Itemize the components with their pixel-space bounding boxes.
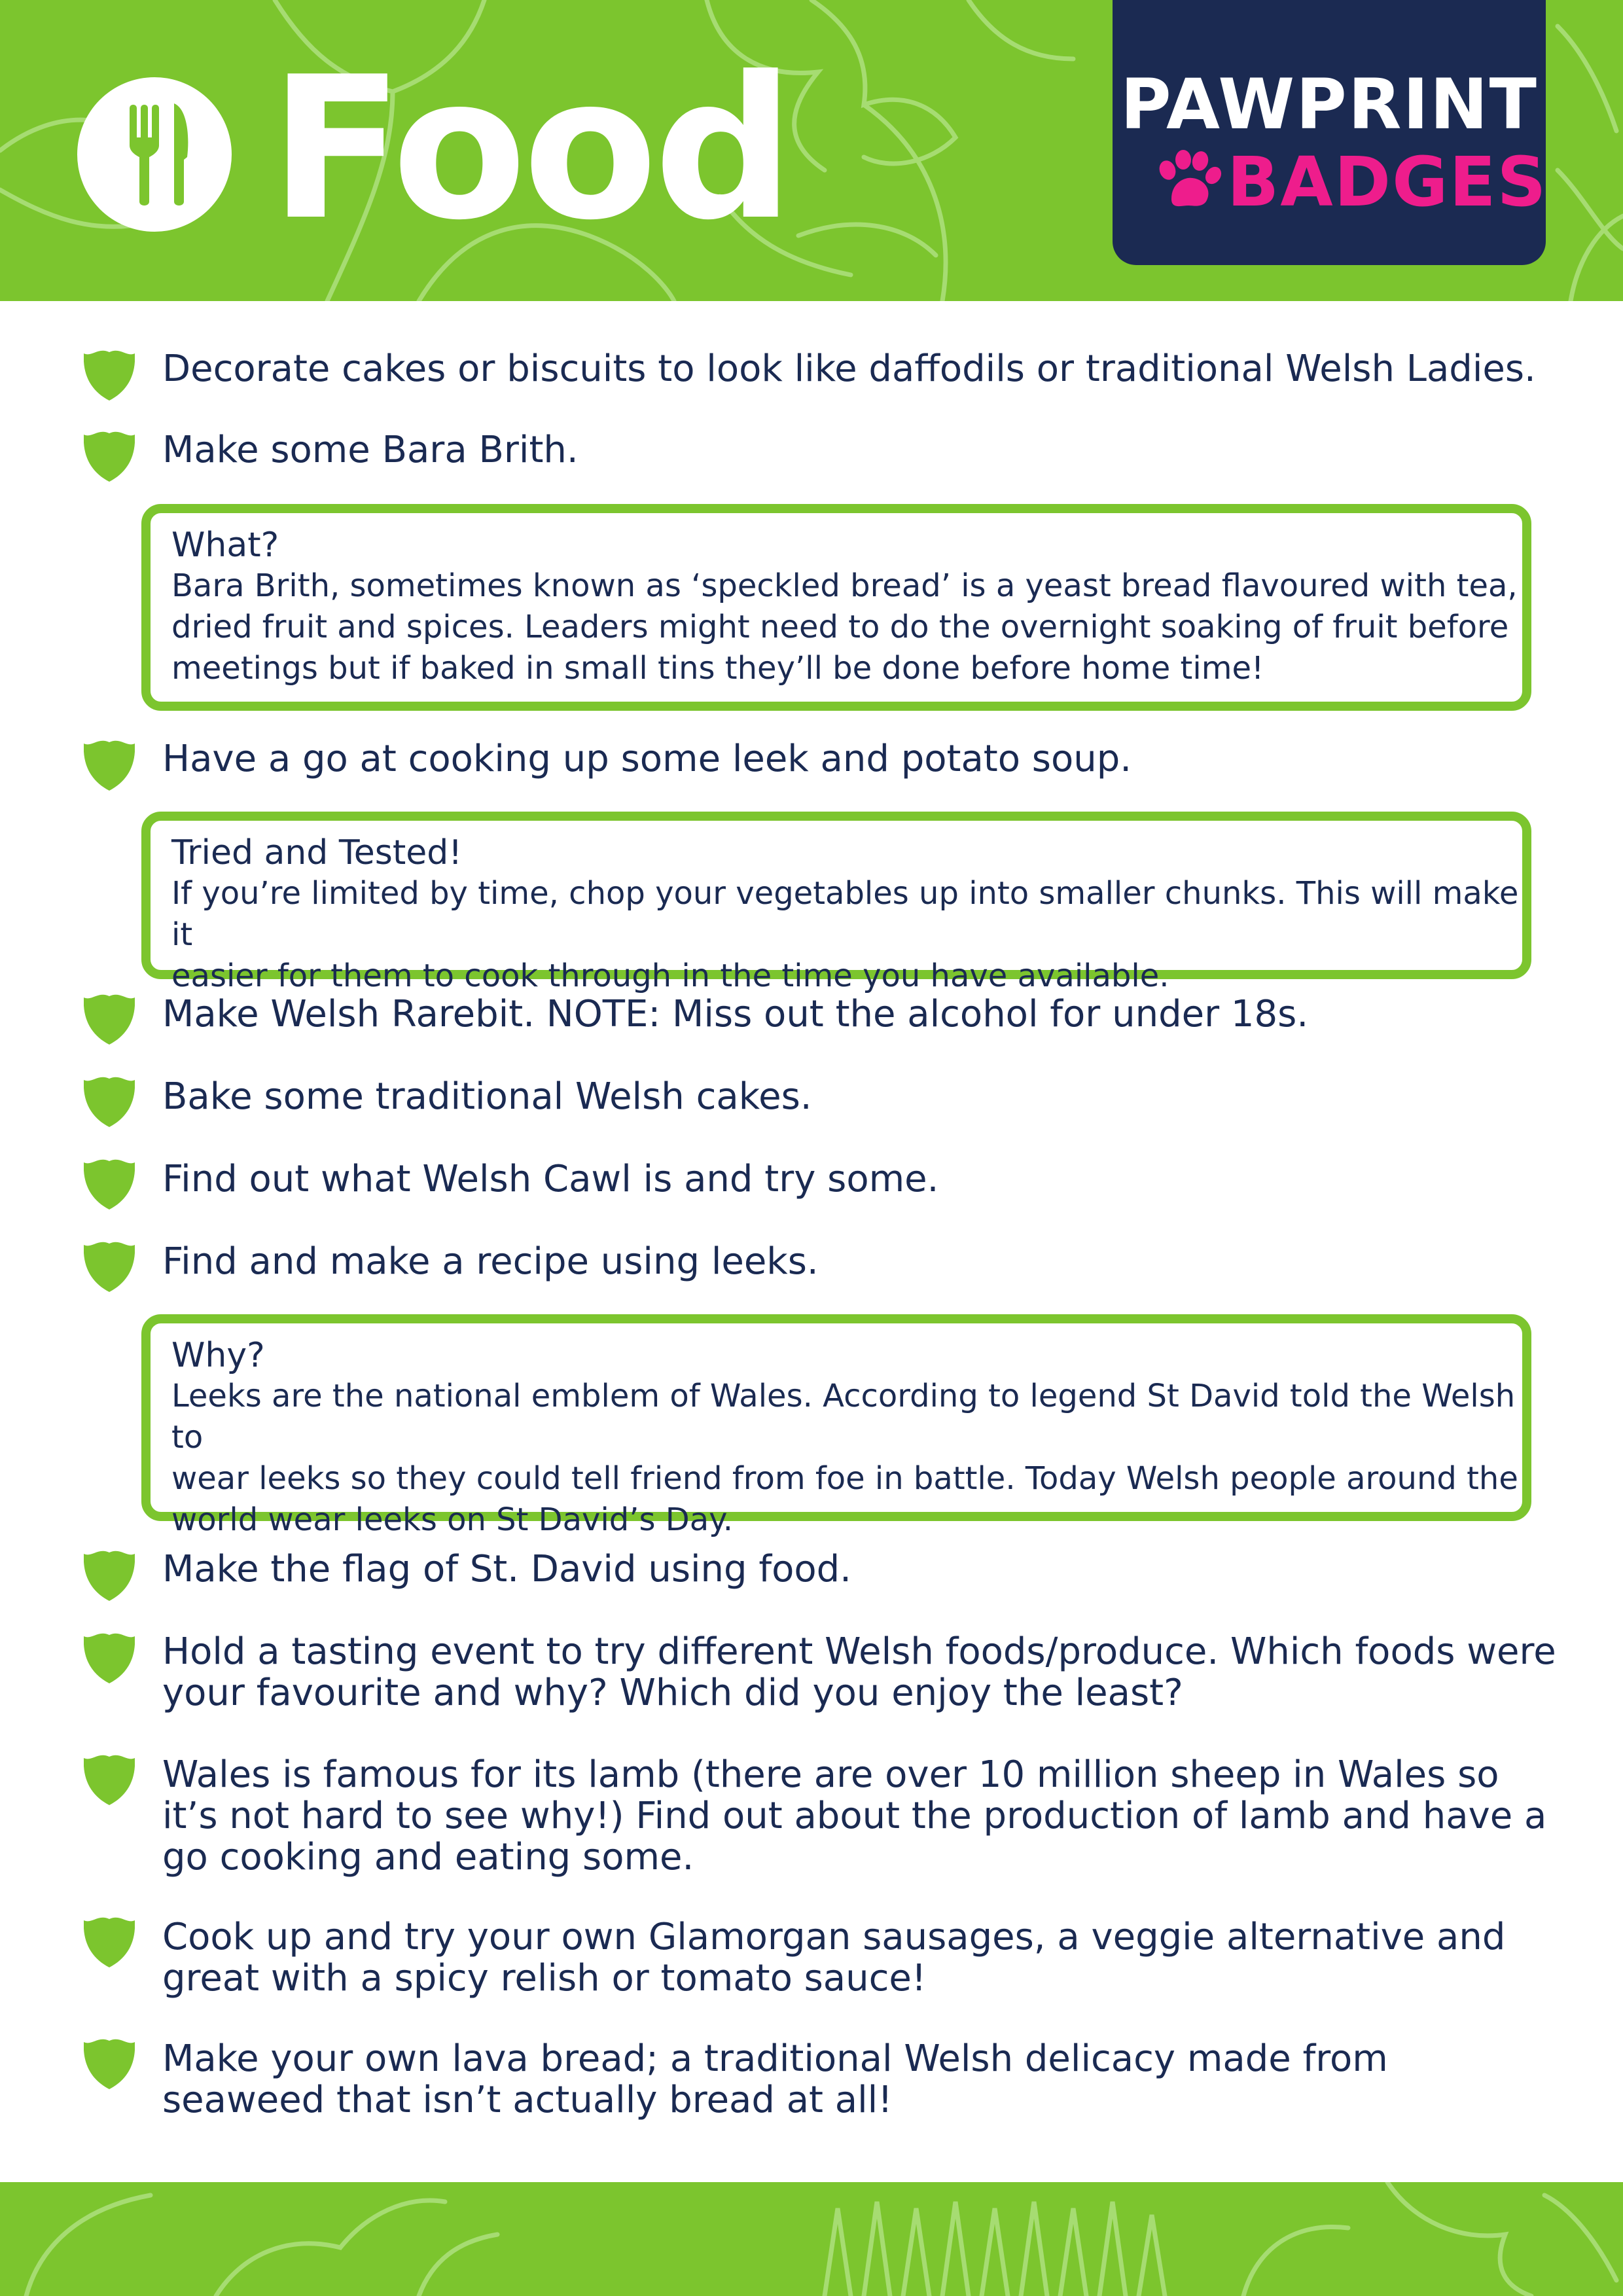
shield-icon (84, 1751, 135, 1805)
shield-icon (84, 1156, 135, 1210)
activity-item: Wales is famous for its lamb (there are over 10 million sheep in Wales so it’s not hard to see why!) Find out about the production of lamb and have a go cooking and eating some. (162, 1753, 1547, 1878)
info-box-line: wear leeks so they could tell friend from foe in battle. Today Welsh people around the (171, 1460, 1518, 1497)
info-box-line: easier for them to cook through in the time you have available. (171, 958, 1169, 994)
pawprint-badges-logo (1113, 0, 1546, 265)
info-box-title: Tried and Tested! (171, 833, 463, 872)
info-box-line: If you’re limited by time, chop your vegetables up into smaller chunks. This will make it (171, 875, 1519, 953)
footer-banner (0, 2182, 1623, 2296)
logo-text-badges: BADGES (1227, 142, 1548, 222)
leaf-pattern-decoration (0, 2182, 1623, 2296)
info-box-what (141, 504, 1531, 711)
info-box-why (141, 1314, 1531, 1538)
info-box-line: Bara Brith, sometimes known as ‘speckled bread’ is a yeast bread flavoured with tea, (171, 567, 1518, 604)
info-box-line: world wear leeks on St David’s Day. (171, 1501, 733, 1538)
activity-item: Make the flag of St. David using food. (162, 1548, 851, 1590)
activity-item: Make some Bara Brith. (162, 429, 579, 471)
shield-icon (84, 347, 135, 401)
activity-item: Make Welsh Rarebit. NOTE: Miss out the alcohol for under 18s. (162, 993, 1309, 1035)
activity-item: Make your own lava bread; a traditional Welsh delicacy made from seaweed that isn’t actually bread at all! (162, 2037, 1388, 2121)
info-box-line: dried fruit and spices. Leaders might need to do the overnight soaking of fruit before (171, 609, 1509, 645)
info-box-title: What? (171, 526, 279, 565)
shield-icon (84, 737, 135, 791)
page-title: Food (270, 35, 791, 263)
activity-item: Bake some traditional Welsh cakes. (162, 1075, 812, 1118)
activity-item: Find and make a recipe using leeks. (162, 1240, 819, 1283)
info-box-line: meetings but if baked in small tins they’ll be done before home time! (171, 650, 1264, 687)
activity-item: Have a go at cooking up some leek and potato soup. (162, 738, 1132, 780)
shield-icon (84, 1630, 135, 1683)
shield-icon (84, 1073, 135, 1127)
paw-icon (1152, 148, 1224, 213)
shield-icon (84, 991, 135, 1045)
info-box-tried-and-tested (141, 812, 1531, 994)
shield-icon (84, 2036, 135, 2089)
shield-icon (84, 428, 135, 482)
activity-item: Cook up and try your own Glamorgan sausages, a veggie alternative and great with a spicy relish or tomato sauce! (162, 1916, 1506, 2000)
info-box-line: Leeks are the national emblem of Wales. According to legend St David told the Welsh to (171, 1378, 1516, 1456)
activity-item: Decorate cakes or biscuits to look like daffodils or traditional Welsh Ladies. (162, 348, 1536, 390)
shield-icon (84, 1914, 135, 1967)
fork-knife-icon (77, 77, 232, 232)
shield-icon (84, 1238, 135, 1292)
info-box-title: Why? (171, 1336, 265, 1375)
activity-item: Hold a tasting event to try different Welsh foods/produce. Which foods were your favourite and why? Which did you enjoy the least? (162, 1630, 1556, 1714)
activity-item: Find out what Welsh Cawl is and try some. (162, 1158, 939, 1200)
shield-icon (84, 1547, 135, 1601)
header-banner (0, 0, 1623, 301)
logo-text-pawprint: PAWPRINT (1120, 64, 1538, 145)
